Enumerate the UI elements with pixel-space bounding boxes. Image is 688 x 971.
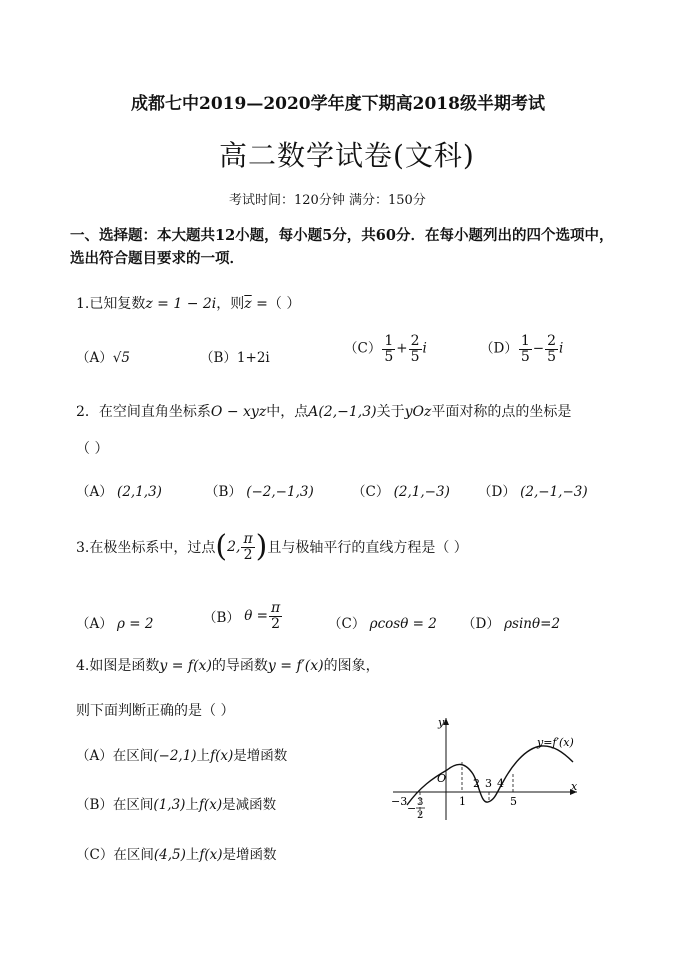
q2-text-b: 中，点	[266, 404, 309, 420]
tick-label-4: 4	[497, 777, 504, 790]
section-heading-line2: 选出符合题目要求的一项．	[70, 250, 244, 267]
question-2-answer-blank: （ ）	[76, 441, 109, 457]
y-axis-label: y	[438, 716, 445, 729]
q1-prefix: 1.已知复数	[76, 296, 146, 312]
tick-label-1: 1	[459, 795, 466, 808]
q2-coord-system: O − xyz	[210, 404, 267, 420]
q1-option-a-value: √5	[112, 350, 130, 366]
tick-label-neg-3: −3	[391, 795, 408, 808]
q2-option-a: （A） (2,1,3)	[76, 484, 162, 500]
q2-text-c: 关于	[376, 404, 405, 420]
q1-option-d-label: （D）	[480, 340, 518, 357]
section-heading-line1: 一、选择题：本大题共12小题，每小题5分，共60分．在每小题列出的四个选项中，	[70, 227, 614, 244]
q1-mid: ，则	[216, 296, 245, 312]
q1-suffix: =（ ）	[251, 296, 301, 312]
q2-option-c: （C） (2,1,−3)	[352, 484, 450, 500]
q2-option-b-value: (−2,−1,3)	[246, 484, 314, 500]
q2-option-d: （D） (2,−1,−3)	[478, 484, 588, 500]
q1-d-frac1: $\frac{1}{5}$	[520, 333, 530, 365]
q3-option-b: （B） θ = $\frac{\pi}{2}$	[203, 600, 281, 632]
q1-c-frac2: $\frac{2}{5}$	[410, 333, 420, 365]
origin-label: O	[437, 772, 447, 785]
question-3-stem: 3.在极坐标系中，过点 ( 2, $\frac{\pi}{2}$ ) 且与极轴平行的直线方程是（ ）	[76, 529, 468, 565]
q4-text-c: 的图象，	[323, 658, 380, 674]
q4-option-b: （B）在区间(1,3)上f(x)是减函数	[76, 797, 277, 813]
q2-text-d: 平面对称的点的坐标是	[431, 404, 572, 420]
q3-option-d: （D） ρsinθ=2	[462, 616, 561, 632]
q1-option-a-label: （A）	[76, 350, 113, 366]
tick-label-5: 5	[510, 795, 517, 808]
q2-plane: yOz	[404, 404, 432, 420]
q4-option-c-interval: (4,5)	[153, 847, 186, 863]
derivative-curve	[407, 746, 573, 805]
tick-label-neg-3-2-den: 2	[417, 810, 424, 821]
q1-option-d: （D） $\frac{1}{5}$ − $\frac{2}{5}$ i	[480, 333, 564, 365]
q2-text-a: 2．在空间直角坐标系	[76, 404, 211, 420]
tick-label-neg-3-2-num: 3	[417, 797, 424, 808]
question-4-prompt: 则下面判断正确的是（ ）	[76, 703, 235, 719]
q3-option-a-value: ρ = 2	[117, 616, 154, 632]
derivative-graph	[385, 712, 585, 824]
question-2-stem	[76, 401, 571, 421]
q2-option-a-value: (2,1,3)	[117, 484, 162, 500]
question-4-stem	[76, 655, 380, 675]
q3-point-theta: $\frac{\pi}{2}$	[243, 531, 253, 563]
q2-point: A(2,−1,3)	[308, 404, 377, 420]
q4-function: y = f(x)	[159, 658, 212, 674]
q4-text-b: 的导函数	[211, 658, 268, 674]
q3-option-d-value: ρsinθ=2	[504, 616, 561, 632]
q1-zbar: $\overline{z}$	[244, 296, 252, 312]
q3-option-b-value: θ =	[244, 608, 268, 625]
q1-option-a	[76, 346, 130, 366]
q1-option-c: （C） $\frac{1}{5}$ + $\frac{2}{5}$ i	[344, 333, 427, 365]
q3-option-c-value: ρcosθ = 2	[369, 616, 437, 632]
q4-option-a-interval: (−2,1)	[153, 748, 197, 764]
question-1-stem	[76, 293, 300, 313]
q4-derivative: y = f′(x)	[267, 658, 324, 674]
q4-option-a: （A）在区间(−2,1)上f(x)是增函数	[76, 748, 288, 764]
tick-label-neg-3-2-sign: −	[407, 802, 417, 815]
tick-label-2: 2	[473, 777, 480, 790]
q1-c-frac1: $\frac{1}{5}$	[384, 333, 394, 365]
q1-option-b-value: 1+2i	[236, 350, 270, 366]
q3-suffix: 且与极轴平行的直线方程是（ ）	[267, 540, 468, 557]
q4-text-a: 4.如图是函数	[76, 658, 160, 674]
q1-option-b	[200, 346, 270, 366]
q3-option-c: （C） ρcosθ = 2	[328, 616, 437, 632]
tick-label-3: 3	[485, 777, 492, 790]
q1-d-frac2: $\frac{2}{5}$	[547, 333, 556, 365]
q1-expression: z = 1 − 2i	[145, 296, 217, 312]
curve-label: y=f′(x)	[537, 736, 574, 749]
q2-option-c-value: (2,1,−3)	[393, 484, 450, 500]
q4-option-c: （C）在区间(4,5)上f(x)是增函数	[76, 847, 277, 863]
school-exam-line: 成都七中2019—2020学年度下期高2018级半期考试	[131, 94, 545, 114]
q4-option-b-interval: (1,3)	[153, 797, 186, 813]
q3-point-r: 2,	[227, 539, 241, 556]
q2-option-d-value: (2,−1,−3)	[520, 484, 588, 500]
x-axis-label: x	[571, 780, 578, 793]
page-title: 高二数学试卷(文科)	[219, 139, 475, 172]
q2-option-b: （B） (−2,−1,3)	[205, 484, 314, 500]
q3-prefix: 3.在极坐标系中，过点	[76, 540, 216, 557]
q3-option-a: （A） ρ = 2	[76, 616, 154, 632]
q1-option-c-label: （C）	[344, 340, 382, 357]
q1-option-b-label: （B）	[200, 350, 237, 366]
exam-info: 考试时间：120分钟 满分：150分	[229, 193, 426, 208]
